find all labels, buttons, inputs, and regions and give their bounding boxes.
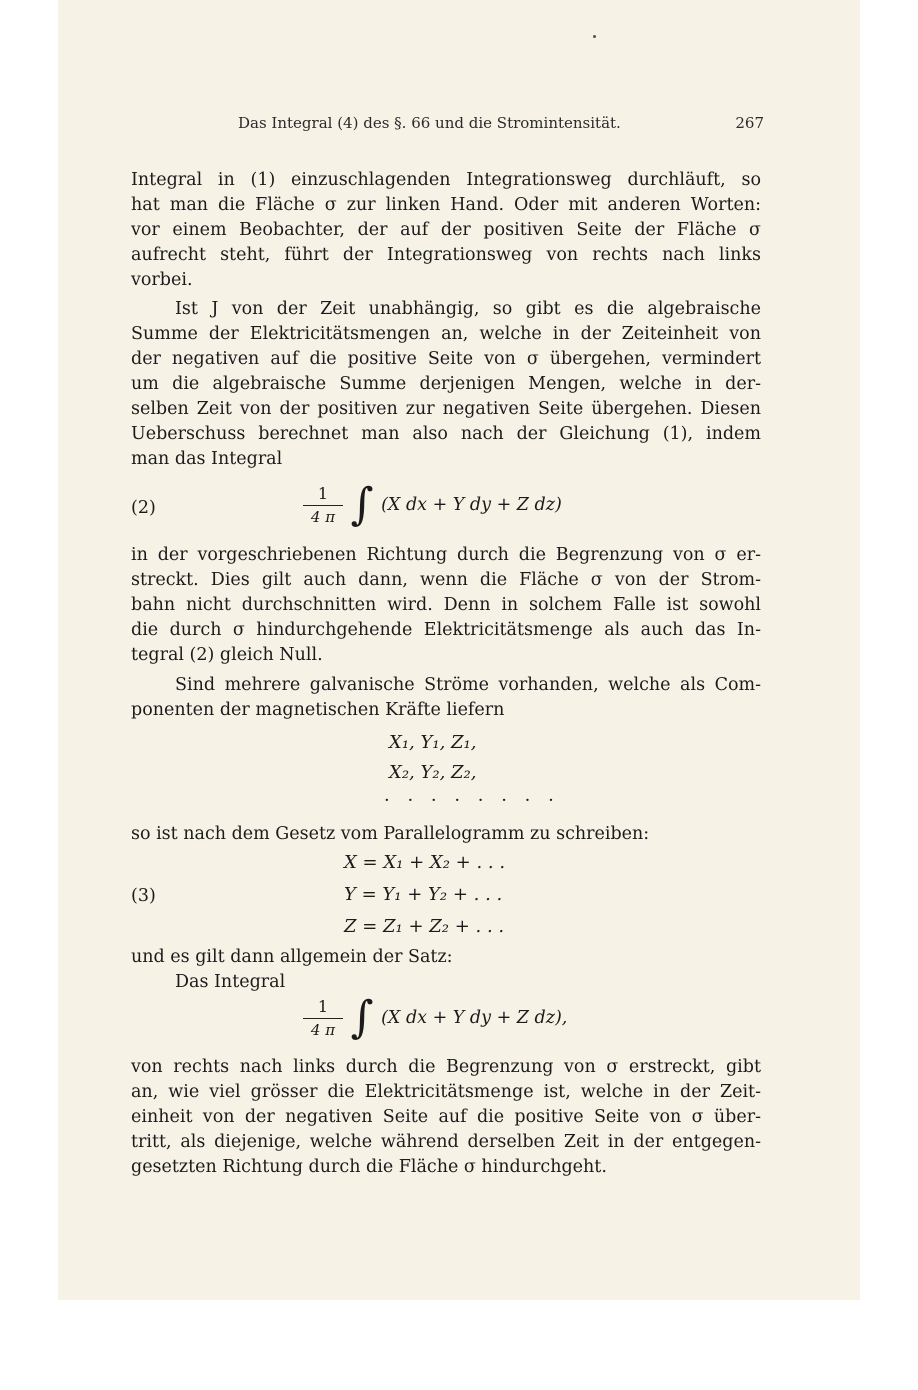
text-line: Integral in (1) einzuschlagenden Integrationsweg durchläuft, so xyxy=(131,170,761,190)
fraction xyxy=(303,996,343,1041)
system-line-z: Z = Z₁ + Z₂ + . . . xyxy=(344,916,505,937)
paragraph-parallelogramm xyxy=(131,822,761,847)
fraction-numerator: 1 xyxy=(303,483,343,506)
text-line: tegral (2) gleich Null. xyxy=(131,645,323,665)
fraction-numerator: 1 xyxy=(303,996,343,1019)
text-line: hat man die Fläche σ zur linken Hand. Oder mit anderen Worten: xyxy=(131,195,761,215)
text-line: Ist J von der Zeit unabhängig, so gibt es die algebraische xyxy=(175,299,761,319)
text-line: Summe der Elektricitätsmengen an, welche in der Zeiteinheit von xyxy=(131,324,761,344)
text-line: Ueberschuss berechnet man also nach der Gleichung (1), indem xyxy=(131,424,761,444)
text-line: streckt. Dies gilt auch dann, wenn die Fläche σ von der Strom- xyxy=(131,570,761,590)
text-line: bahn nicht durchschnitten wird. Denn in solchem Falle ist sowohl xyxy=(131,595,761,615)
text-line: aufrecht steht, führt der Integrationsweg von rechts nach links xyxy=(131,245,761,265)
equation-label: (3) xyxy=(131,886,156,906)
text-line: in der vorgeschriebenen Richtung durch die Begrenzung von σ er- xyxy=(131,545,761,565)
text-line: vorbei. xyxy=(131,270,193,290)
equation-expression xyxy=(303,993,567,1053)
paragraph-ist-j xyxy=(131,297,761,472)
fraction-denominator: 4 π xyxy=(310,507,336,526)
running-header xyxy=(238,114,764,136)
integrand: (X dx + Y dy + Z dz) xyxy=(381,495,562,515)
paragraph-das-integral xyxy=(131,970,761,995)
integrand: (X dx + Y dy + Z dz), xyxy=(381,1008,568,1028)
text-line: ponenten der magnetischen Kräfte liefern xyxy=(131,700,505,720)
fraction xyxy=(303,483,343,528)
equation-expression xyxy=(303,480,562,540)
system-line-y: Y = Y₁ + Y₂ + . . . xyxy=(344,884,503,905)
equation-label: (2) xyxy=(131,498,156,518)
paragraph-richtung xyxy=(131,543,761,668)
text-line: von rechts nach links durch die Begrenzung von σ erstreckt, gibt xyxy=(131,1057,761,1077)
text-line: man das Integral xyxy=(131,449,283,469)
header-title: Das Integral (4) des §. 66 und die Stromintensität. xyxy=(238,114,621,132)
paragraph-rechts-nach-links xyxy=(131,1055,761,1180)
paragraph-sind-mehrere xyxy=(131,673,761,723)
integral-sign: ∫ xyxy=(350,479,374,530)
components-row-1: X₁, Y₁, Z₁, xyxy=(389,732,477,753)
text-line: selben Zeit von der positiven zur negativen Seite übergehen. Diesen xyxy=(131,399,761,419)
text-line: so ist nach dem Gesetz vom Parallelogramm zu schreiben: xyxy=(131,824,650,844)
text-line: gesetzten Richtung durch die Fläche σ hindurchgeht. xyxy=(131,1157,607,1177)
page-number: 267 xyxy=(735,114,764,132)
text-line: und es gilt dann allgemein der Satz: xyxy=(131,947,453,967)
system-line-x: X = X₁ + X₂ + . . . xyxy=(344,852,506,873)
text-line: der negativen auf die positive Seite von σ übergehen, vermindert xyxy=(131,349,761,369)
equation-2 xyxy=(131,480,761,540)
text-line: Das Integral xyxy=(175,972,286,992)
paragraph-continuation xyxy=(131,168,761,293)
ellipsis-row: · · · · · · · · xyxy=(384,790,560,811)
text-line: die durch σ hindurchgehende Elektricitätsmenge als auch das In- xyxy=(131,620,761,640)
fraction-denominator: 4 π xyxy=(310,1020,336,1039)
integral-sign: ∫ xyxy=(350,992,374,1043)
text-line: tritt, als diejenige, welche während derselben Zeit in der entgegen- xyxy=(131,1132,761,1152)
text-line: einheit von der negativen Seite auf die positive Seite von σ über- xyxy=(131,1107,761,1127)
text-line: vor einem Beobachter, der auf der positiven Seite der Fläche σ xyxy=(131,220,761,240)
equation-final xyxy=(131,993,761,1053)
text-line: Sind mehrere galvanische Ströme vorhanden, welche als Com- xyxy=(175,675,761,695)
paragraph-satz xyxy=(131,945,761,970)
text-line: an, wie viel grösser die Elektricitätsmenge ist, welche in der Zeit- xyxy=(131,1082,761,1102)
speck xyxy=(593,35,596,38)
text-line: um die algebraische Summe derjenigen Mengen, welche in der- xyxy=(131,374,761,394)
components-row-2: X₂, Y₂, Z₂, xyxy=(389,762,477,783)
